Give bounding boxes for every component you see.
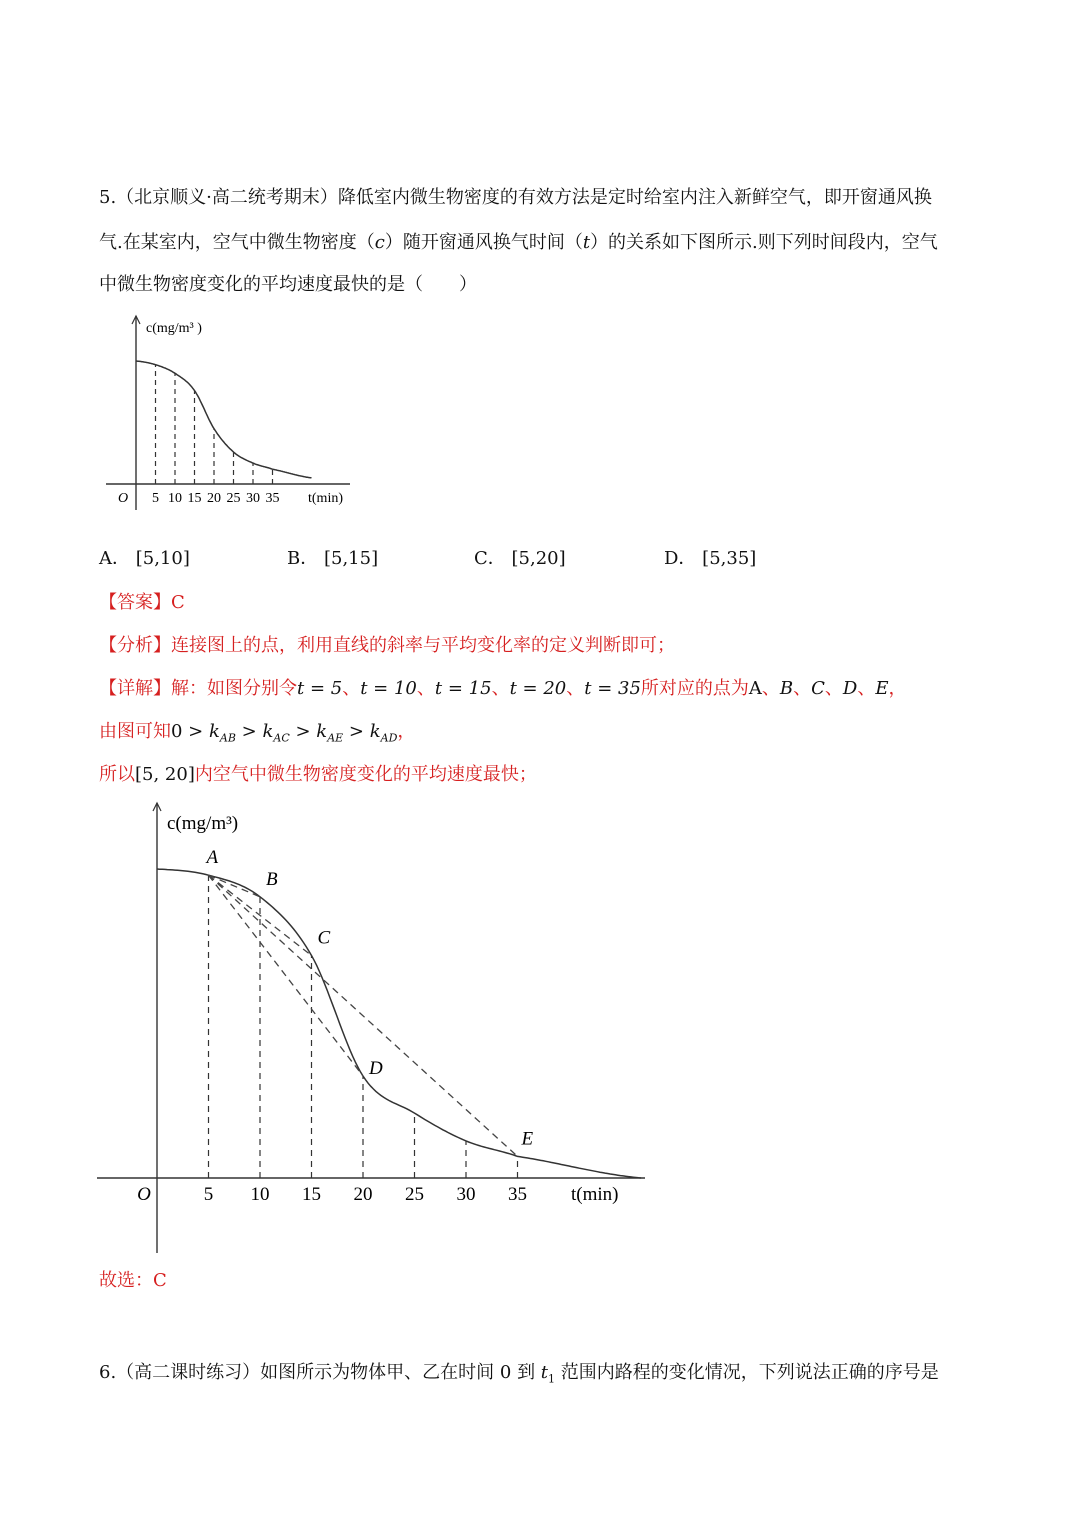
option-b[interactable]: B． [5,15] xyxy=(287,548,379,569)
x-tick-label-15: 15 xyxy=(302,1184,321,1205)
y-axis-label: c(mg/m³ ) xyxy=(146,321,202,336)
x-tick-label-20: 20 xyxy=(207,491,221,506)
q5-line2: 气.在某室内，空气中微生物密度（c）随开窗通风换气时间（t）的关系如下图所示.则下列时间段内，空气 xyxy=(99,232,938,253)
option-a[interactable]: A． [5,10] xyxy=(99,548,190,569)
origin-label: O xyxy=(117,491,129,506)
density-curve xyxy=(157,869,641,1178)
answer-line: 【答案】C xyxy=(99,592,185,613)
small-density-chart xyxy=(100,310,370,520)
q5-line3: 中微生物密度变化的平均速度最快的是（ ） xyxy=(99,274,477,295)
option-c[interactable]: C． [5,20] xyxy=(474,548,566,569)
secant-AD xyxy=(209,875,364,1076)
option-d[interactable]: D． [5,35] xyxy=(664,548,757,569)
x-axis-label: t(min) xyxy=(308,491,343,506)
detail-line: 【详解】解：如图分别令t = 5、t = 10、t = 15、t = 20、t = 35所对应的点为A、B、C、D、E， xyxy=(99,678,907,699)
density-curve xyxy=(136,361,312,478)
point-label-B: B xyxy=(266,868,278,890)
x-tick-label-5: 5 xyxy=(152,491,159,506)
final-answer: 故选：C xyxy=(99,1270,167,1291)
x-tick-label-5: 5 xyxy=(203,1184,214,1205)
secant-AE xyxy=(209,875,518,1156)
y-axis-label: c(mg/m³) xyxy=(167,813,239,834)
x-tick-label-10: 10 xyxy=(250,1184,270,1205)
x-tick-label-20: 20 xyxy=(353,1184,373,1205)
x-tick-label-35: 35 xyxy=(265,491,280,506)
point-label-C: C xyxy=(317,927,331,949)
q5-line1: 5.（北京顺义·高二统考期末）降低室内微生物密度的有效方法是定时给室内注入新鲜空气，即开窗通风换 xyxy=(99,187,932,208)
x-tick-label-30: 30 xyxy=(456,1184,476,1205)
so-line: 所以[5, 20]内空气中微生物密度变化的平均速度最快； xyxy=(99,764,537,785)
conclusion-line: 由图可知$0 > k_{AB} > k_{AC} > k_{AE} > k_{AD}$， xyxy=(99,721,416,745)
x-tick-label-10: 10 xyxy=(168,491,182,506)
origin-label: O xyxy=(137,1184,151,1205)
x-tick-label-15: 15 xyxy=(187,491,202,506)
point-label-E: E xyxy=(521,1128,534,1150)
large-density-chart xyxy=(95,795,655,1255)
point-label-D: D xyxy=(369,1058,383,1080)
q6-line1: 6.（高二课时练习）如图所示为物体甲、乙在时间 0 到 $t_1$ 范围内路程的变化情况，下列说法正确的序号是 xyxy=(99,1362,939,1386)
x-tick-label-25: 25 xyxy=(405,1184,424,1205)
x-axis-label: t(min) xyxy=(571,1184,619,1205)
x-tick-label-30: 30 xyxy=(246,491,260,506)
x-tick-label-35: 35 xyxy=(508,1184,527,1205)
point-label-A: A xyxy=(206,847,219,869)
analysis-line: 【分析】连接图上的点，利用直线的斜率与平均变化率的定义判断即可； xyxy=(99,635,675,656)
x-tick-label-25: 25 xyxy=(226,491,241,506)
